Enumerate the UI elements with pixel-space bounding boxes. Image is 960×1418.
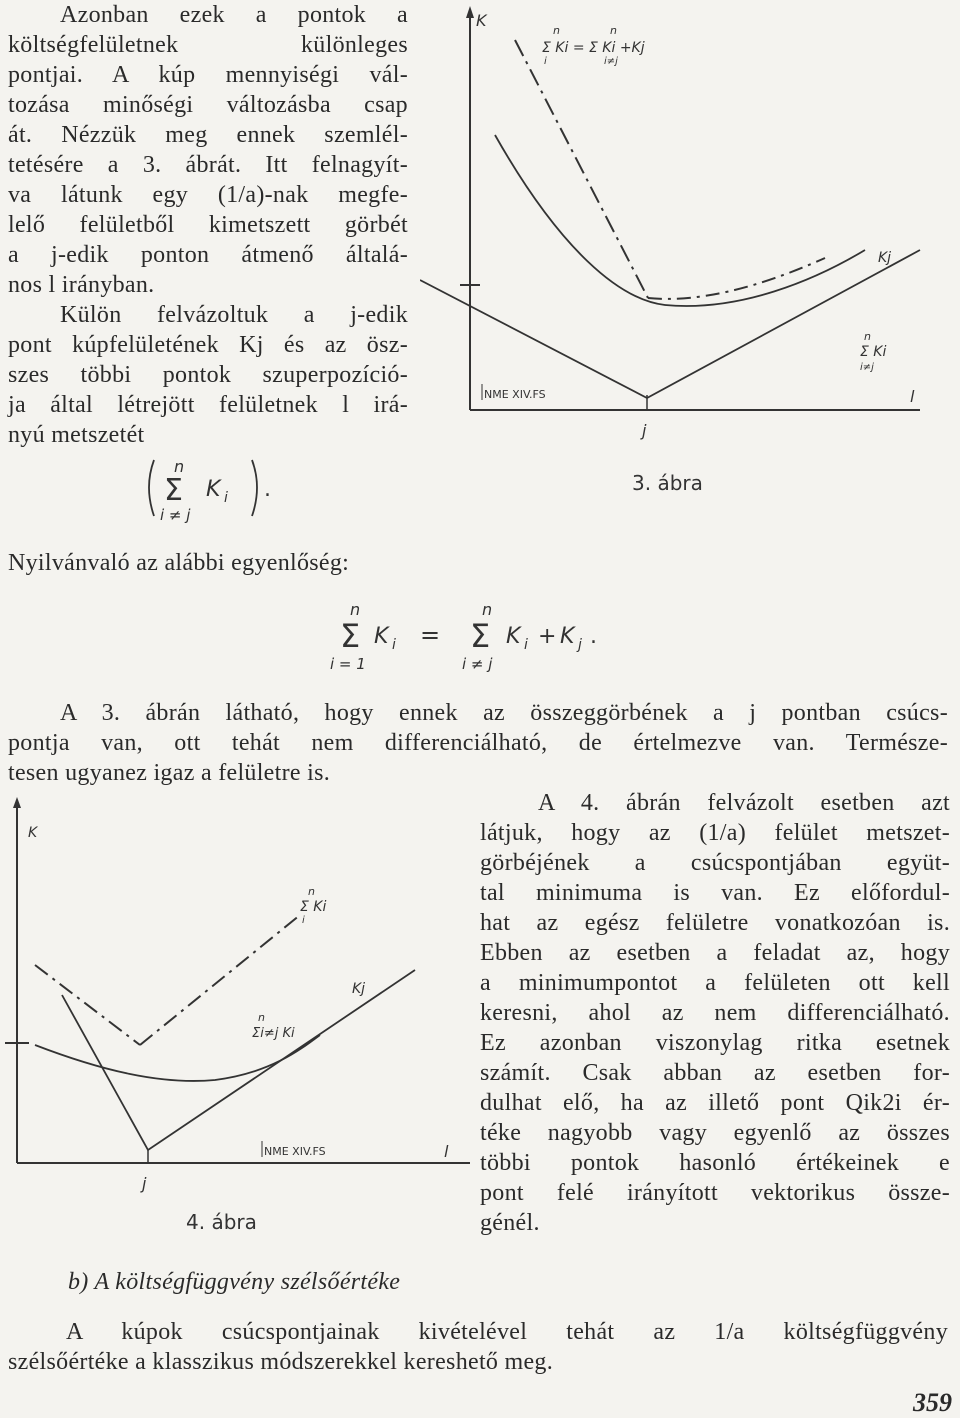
fig3-top-n2: n (610, 24, 617, 37)
text-line: va látunk egy (1/a)-nak megfe- (8, 182, 408, 208)
fig4-y-arrow (13, 797, 21, 808)
fig4-axis-y-label: K (28, 825, 38, 841)
equals-sign: = (420, 621, 441, 649)
text-line: lelő felületből kimetszett görbét (8, 212, 408, 238)
text-line: génél. (480, 1210, 540, 1236)
fig4-sum-curve-left (35, 965, 140, 1045)
text-line: dulhat elő, ha az illető pont Qik2i ér- (480, 1090, 950, 1116)
fig4-caption: 4. ábra (186, 1210, 257, 1234)
fig3-stamp: NME XIV.FS (484, 388, 546, 401)
paragraph-3 (8, 1317, 948, 1377)
left-column-paragraph-1 (8, 0, 408, 460)
fig3-top-sum-label: Σ Ki = Σ Ki +Kj (542, 40, 645, 56)
inline-formula-svg (140, 450, 280, 525)
figure-3 (420, 0, 950, 500)
fig3-top-i: i (544, 56, 547, 67)
section-heading: b) A költségfüggvény szélsőértéke (68, 1269, 401, 1295)
text-line: téke nagyobb vagy egyenlő az összes (480, 1120, 950, 1146)
fig3-top-ij: i≠j (604, 56, 618, 67)
text-line: költségfelületnek különleges (8, 32, 408, 58)
text-line: ja által létrejött felületnek l irá- (8, 392, 408, 418)
fig4-point-label: j (142, 1174, 147, 1193)
fig3-sum-label: Σ Ki (860, 344, 887, 360)
text-line: Külön felvázoltuk a j-edik (60, 302, 408, 328)
fig3-axis-y-label: K (476, 11, 487, 30)
figure-4 (0, 795, 475, 1245)
lhs-bottom: i = 1 (330, 655, 366, 673)
fig4-axis-x-label: l (444, 1142, 449, 1161)
text-line: többi pontok hasonló értékeinek e (480, 1150, 950, 1176)
text-line: számít. Csak abban az esetben for- (480, 1060, 950, 1086)
figure-4-svg (0, 795, 475, 1245)
fig3-y-arrow (466, 6, 474, 18)
fig4-sum2-n: n (258, 1011, 265, 1024)
text-line: tetésére a 3. ábrát. Itt felnagyít- (8, 152, 408, 178)
fig3-top-n1: n (553, 24, 560, 37)
inline-tail: . (264, 477, 271, 502)
lhs-sub: i (392, 637, 396, 653)
fig4-stamp: NME XIV.FS (264, 1145, 326, 1158)
text-line: pontja van, ott tehát nem differenciálható, de értelmezve van. Természe- (8, 730, 948, 756)
text-line: tozása minőségi változásba csap (8, 92, 408, 118)
text-line: pontjai. A kúp mennyiségi vál- (8, 62, 408, 88)
text-line: át. Nézzük meg ennek szemlél- (8, 122, 408, 148)
right-column-paragraph (480, 788, 950, 1238)
fig3-point-label: j (642, 421, 647, 440)
fig4-sum-others-curve (35, 1035, 320, 1081)
text-line: A 4. ábrán felvázolt esetben azt (538, 790, 950, 816)
text-line: tesen ugyanez igaz a felületre is. (8, 760, 331, 786)
inline-formula (140, 450, 280, 525)
fig4-sum-label: Σ Ki (300, 899, 327, 915)
inline-term: K (206, 477, 221, 502)
text-line: a minimumpontot a felületen ott kell (480, 970, 950, 996)
fig3-caption: 3. ábra (632, 471, 703, 495)
rhs-sub: i (524, 637, 528, 653)
text-line: hat az egész felületre vonatkozóan is. (480, 910, 950, 936)
fig4-sum-i: i (302, 915, 305, 926)
equation-intro: Nyilvánvaló az alábbi egyenlőség: (8, 550, 350, 576)
text-line: látjuk, hogy az (1/a) felület metszet- (480, 820, 950, 846)
text-line: a j-edik ponton átmenő általá- (8, 242, 408, 268)
rhs-top: n (482, 600, 493, 619)
fig4-kj-cone (62, 970, 415, 1150)
lhs-sigma: Σ (340, 617, 361, 655)
text-line: görbéjének a csúcspontjában együt- (480, 850, 950, 876)
text-line: tal minimuma is van. Ez előfordul- (480, 880, 950, 906)
rhs-term2: K (560, 624, 575, 649)
text-line: A kúpok csúcspontjainak kivételével tehát az 1/a költségfüggvény (66, 1319, 948, 1345)
text-line: pont felé irányított vektorikus össze- (480, 1180, 950, 1206)
text-line: A 3. ábrán látható, hogy ennek az összeggörbének a j pontban csúcs- (60, 700, 948, 726)
inline-term-sub: i (224, 490, 228, 506)
plus-sign: + (538, 624, 557, 649)
inline-sum-bottom: i ≠ j (160, 506, 191, 524)
fig4-sum-n: n (308, 885, 315, 898)
fig3-sum-curve-left (515, 40, 648, 298)
eq-tail: . (590, 624, 597, 649)
lhs-term: K (374, 624, 389, 649)
text-line: nyú metszetét (8, 422, 145, 448)
text-line: keresni, ahol az nem differenciálható. (480, 1000, 950, 1026)
rhs-sub2: j (578, 637, 582, 653)
inline-sum-top: n (174, 457, 185, 476)
text-line: nos l irányban. (8, 272, 155, 298)
rhs-sigma: Σ (470, 617, 491, 655)
main-equation-svg (320, 595, 640, 685)
page-number: 359 (913, 1388, 952, 1417)
text-line: szélsőértéke a klasszikus módszerekkel kereshető meg. (8, 1349, 554, 1375)
fig4-sum2-label: Σi≠j Ki (252, 1026, 295, 1041)
fig3-sum-curve-right (648, 258, 825, 299)
main-equation (320, 595, 640, 685)
fig3-kj-label: Kj (878, 250, 892, 266)
lhs-top: n (350, 600, 361, 619)
fig3-sum-ij: i≠j (860, 362, 874, 373)
fig3-sum-n: n (864, 330, 871, 343)
fig3-axis-x-label: l (910, 387, 915, 406)
paragraph-2 (8, 698, 948, 788)
fig4-kj-label: Kj (352, 981, 366, 997)
rhs-bottom: i ≠ j (462, 655, 493, 673)
text-line: szes többi pontok szuperpozíció- (8, 362, 408, 388)
rhs-term: K (506, 624, 521, 649)
text-line: Azonban ezek a pontok a (60, 2, 408, 28)
sigma-symbol: Σ (164, 473, 183, 508)
text-line: pont kúpfelületének Kj és az ösz- (8, 332, 408, 358)
fig3-sum-others-curve (495, 135, 865, 306)
text-line: Ez azonban viszonylag ritka esetnek (480, 1030, 950, 1056)
fig3-kj-cone (420, 250, 920, 398)
figure-3-svg (420, 0, 950, 500)
text-line: Ebben az esetben a feladat az, hogy (480, 940, 950, 966)
